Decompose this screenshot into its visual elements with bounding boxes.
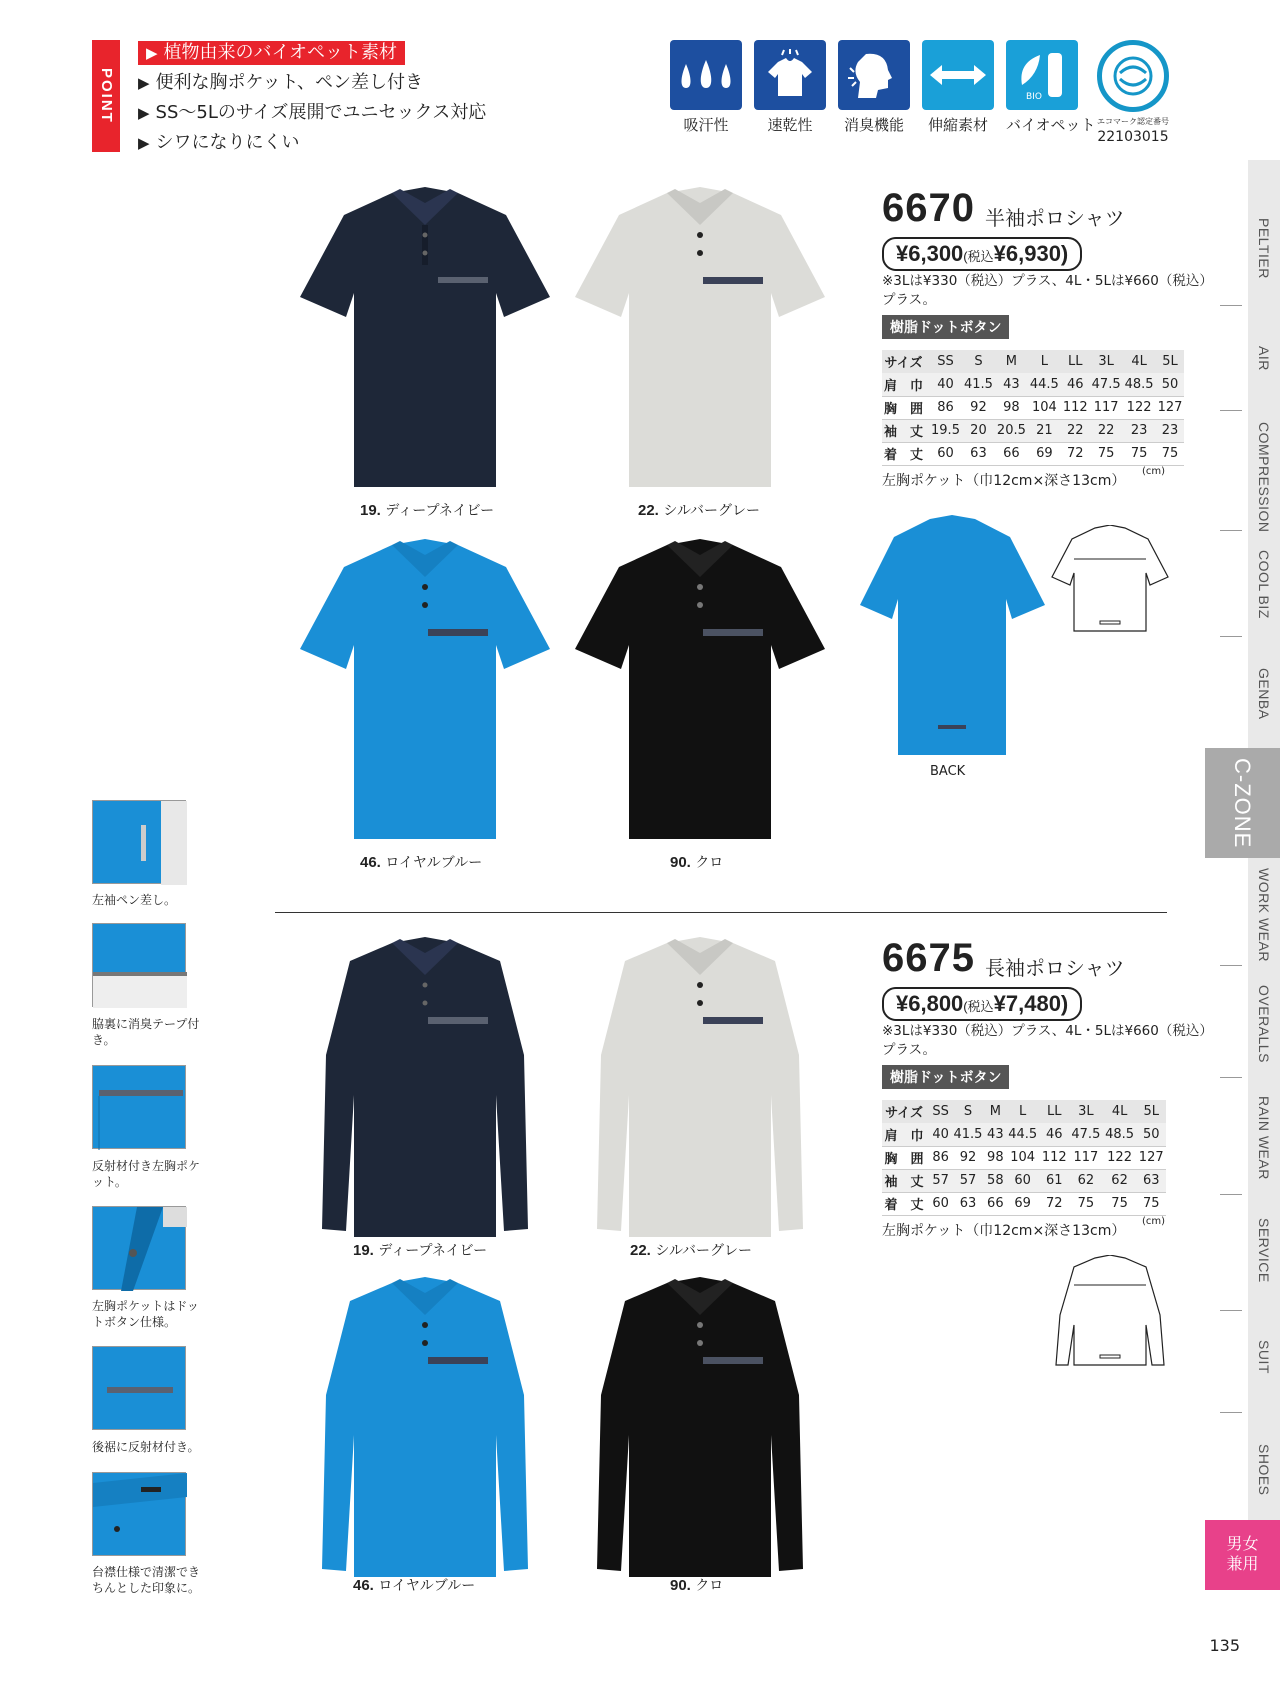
- size-row: [882, 419, 1184, 442]
- detail-reflective-pocket: [92, 1065, 186, 1149]
- unisex-badge: 男女 兼用: [1205, 1520, 1280, 1590]
- detail-caption: 左胸ポケットはドットボタン仕様。: [92, 1299, 199, 1329]
- size-cell: 23: [1156, 419, 1185, 442]
- size-cell: 92: [951, 1146, 985, 1169]
- shirt-6670-back: [860, 515, 1045, 760]
- size-cell: M: [985, 1100, 1006, 1123]
- size-cell: 19.5: [929, 419, 962, 442]
- size-cell: 117: [1069, 1146, 1103, 1169]
- shirt-6675-silver: [575, 935, 825, 1245]
- point-list: [138, 38, 486, 158]
- size-cell: 66: [995, 442, 1028, 465]
- detail-caption: 反射材付き左胸ポケット。: [92, 1159, 201, 1189]
- shirt-6675-royal-blue: [300, 1275, 550, 1585]
- side-tab-suit[interactable]: SUIT: [1256, 1340, 1272, 1374]
- size-row: [882, 350, 1184, 373]
- side-tab-work-wear[interactable]: WORK WEAR: [1256, 868, 1272, 962]
- size-cell: 60: [929, 442, 962, 465]
- shirt-6670-royal-blue: [300, 537, 550, 847]
- page-number: 135: [1209, 1636, 1240, 1655]
- size-cell: 63: [962, 442, 995, 465]
- variant-caption: 46. ロイヤルブルー: [353, 1577, 476, 1594]
- side-tab-genba[interactable]: GENBA: [1256, 668, 1272, 720]
- size-cell: 72: [1061, 442, 1090, 465]
- button-badge: 樹脂ドットボタン: [882, 1065, 1009, 1089]
- size-cell: 63: [951, 1192, 985, 1215]
- size-cell: 4L: [1103, 1100, 1137, 1123]
- size-cell: 22: [1061, 419, 1090, 442]
- size-cell: 58: [985, 1169, 1006, 1192]
- shirt-6675-black: [575, 1275, 825, 1585]
- size-cell: 127: [1156, 396, 1185, 419]
- size-row: [882, 1192, 1166, 1215]
- divider: [1220, 1194, 1242, 1195]
- divider: [1220, 1077, 1242, 1078]
- eco-mark: エコマーク認定番号 22103015: [1088, 40, 1178, 145]
- size-cell: 69: [1028, 442, 1061, 465]
- size-row-label: 袖 丈: [882, 1169, 930, 1192]
- variant-caption: 19. ディープネイビー: [353, 1242, 488, 1259]
- size-row-label: 袖 丈: [882, 419, 929, 442]
- size-cell: 117: [1090, 396, 1123, 419]
- unit-label: (cm): [1142, 466, 1166, 477]
- bio-pet-icon: [1006, 40, 1078, 110]
- size-cell: 41.5: [962, 373, 995, 396]
- size-cell: 41.5: [951, 1123, 985, 1146]
- feature-bio-pet: BIO バイオペット: [1006, 40, 1078, 135]
- size-row: [882, 1100, 1166, 1123]
- section-divider: [275, 912, 1167, 913]
- feature-quick-dry: 速乾性: [754, 40, 826, 135]
- point-tab: POINT: [92, 40, 120, 152]
- side-tab-compression[interactable]: COMPRESSION: [1256, 422, 1272, 533]
- shirt-6670-navy: [300, 185, 550, 495]
- size-cell: 60: [1006, 1169, 1040, 1192]
- size-row: [882, 1146, 1166, 1169]
- size-cell: 50: [1156, 373, 1185, 396]
- size-cell: 62: [1069, 1169, 1103, 1192]
- size-cell: 69: [1006, 1192, 1040, 1215]
- size-cell: 86: [929, 396, 962, 419]
- size-cell: 122: [1103, 1146, 1137, 1169]
- size-row: [882, 1123, 1166, 1146]
- size-cell: 5L: [1136, 1100, 1166, 1123]
- side-tab-service[interactable]: SERVICE: [1256, 1218, 1272, 1283]
- size-cell: 57: [951, 1169, 985, 1192]
- size-cell: 21: [1028, 419, 1061, 442]
- size-cell: 40: [930, 1123, 951, 1146]
- size-cell: 122: [1123, 396, 1156, 419]
- size-cell: 3L: [1069, 1100, 1103, 1123]
- detail-caption: 台襟仕様で清潔できちんとした印象に。: [92, 1565, 201, 1595]
- deodorant-icon: [838, 40, 910, 110]
- point-item: ▶ 便利な胸ポケット、ペン差し付き: [138, 72, 424, 93]
- price-note: ※3Lは¥330（税込）プラス、4L・5Lは¥660（税込）プラス。: [882, 273, 1207, 308]
- pocket-spec: 左胸ポケット（巾12cm×深さ13cm）: [882, 1223, 1126, 1239]
- side-tab-cool-biz[interactable]: COOL BIZ: [1256, 550, 1272, 619]
- size-cell: 50: [1136, 1123, 1166, 1146]
- size-cell: 40: [929, 373, 962, 396]
- variant-caption: 19. ディープネイビー: [360, 502, 495, 519]
- size-row: [882, 1169, 1166, 1192]
- detail-back-reflector: [92, 1346, 186, 1430]
- shirt-6670-silver: [575, 185, 825, 495]
- divider: [1220, 410, 1242, 411]
- size-row-label: サイズ: [882, 1100, 930, 1123]
- size-cell: 75: [1069, 1192, 1103, 1215]
- eco-mark-icon: [1097, 40, 1169, 112]
- pocket-spec: 左胸ポケット（巾12cm×深さ13cm）: [882, 473, 1126, 489]
- point-item: ▶ 植物由来のバイオペット素材: [138, 41, 405, 65]
- size-cell: 43: [995, 373, 1028, 396]
- size-cell: 75: [1136, 1192, 1166, 1215]
- size-cell: L: [1028, 350, 1061, 373]
- divider: [1220, 1310, 1242, 1311]
- detail-caption: 脇裏に消臭テープ付き。: [92, 1017, 200, 1047]
- side-tab-peltier[interactable]: PELTIER: [1256, 218, 1272, 279]
- size-cell: 63: [1136, 1169, 1166, 1192]
- size-cell: 44.5: [1006, 1123, 1040, 1146]
- size-cell: 75: [1123, 442, 1156, 465]
- size-cell: M: [995, 350, 1028, 373]
- size-cell: SS: [930, 1100, 951, 1123]
- size-cell: 92: [962, 396, 995, 419]
- button-badge: 樹脂ドットボタン: [882, 315, 1009, 339]
- size-cell: 62: [1103, 1169, 1137, 1192]
- size-cell: 112: [1061, 396, 1090, 419]
- size-cell: LL: [1040, 1100, 1069, 1123]
- size-row-label: 肩 巾: [882, 373, 929, 396]
- side-tab-overalls[interactable]: OVERALLS: [1256, 985, 1272, 1063]
- shirt-6675-navy: [300, 935, 550, 1245]
- size-cell: 47.5: [1069, 1123, 1103, 1146]
- size-row: [882, 373, 1184, 396]
- svg-text:BIO: BIO: [1026, 92, 1042, 102]
- size-cell: 57: [930, 1169, 951, 1192]
- detail-dot-button: [92, 1206, 186, 1290]
- size-cell: 75: [1156, 442, 1185, 465]
- size-table: [882, 1100, 1166, 1216]
- size-cell: 48.5: [1123, 373, 1156, 396]
- size-cell: 112: [1040, 1146, 1069, 1169]
- detail-caption: 左袖ペン差し。: [92, 893, 177, 907]
- side-tab-c-zone-active[interactable]: C-ZONE: [1205, 748, 1280, 858]
- size-row-label: 着 丈: [882, 442, 929, 465]
- product-name: 長袖ポロシャツ: [985, 956, 1125, 980]
- shirt-6670-black: [575, 537, 825, 847]
- back-label: BACK: [930, 764, 966, 779]
- size-cell: 47.5: [1090, 373, 1123, 396]
- sweat-drops-icon: [670, 40, 742, 110]
- feature-deodorant: 消臭機能: [838, 40, 910, 135]
- size-cell: SS: [929, 350, 962, 373]
- size-cell: 4L: [1123, 350, 1156, 373]
- size-cell: 44.5: [1028, 373, 1061, 396]
- divider: [1220, 965, 1242, 966]
- divider: [1220, 530, 1242, 531]
- divider: [1220, 305, 1242, 306]
- size-table: [882, 350, 1184, 466]
- size-row-label: 胸 囲: [882, 396, 929, 419]
- variant-caption: 90. クロ: [670, 854, 724, 871]
- size-row: [882, 442, 1184, 465]
- side-tab-shoes[interactable]: SHOES: [1256, 1444, 1272, 1496]
- feature-stretch: 伸縮素材: [922, 40, 994, 135]
- detail-deodorant-tape: [92, 923, 186, 1007]
- size-cell: 104: [1028, 396, 1061, 419]
- point-item: ▶ SS〜5Lのサイズ展開でユニセックス対応: [138, 102, 487, 123]
- size-cell: 75: [1103, 1192, 1137, 1215]
- variant-caption: 46. ロイヤルブルー: [360, 854, 483, 871]
- size-cell: 46: [1061, 373, 1090, 396]
- shirt-6675-back-line-drawing: [1050, 1255, 1170, 1370]
- detail-band-collar: [92, 1472, 186, 1556]
- size-cell: 127: [1136, 1146, 1166, 1169]
- product-name: 半袖ポロシャツ: [985, 206, 1125, 230]
- price-box: ¥6,300(税込¥6,930): [882, 237, 1082, 271]
- size-cell: 20.5: [995, 419, 1028, 442]
- size-cell: 48.5: [1103, 1123, 1137, 1146]
- size-cell: 22: [1090, 419, 1123, 442]
- size-cell: 5L: [1156, 350, 1185, 373]
- detail-caption: 後裾に反射材付き。: [92, 1440, 200, 1454]
- variant-caption: 22. シルバーグレー: [638, 502, 760, 519]
- size-cell: 72: [1040, 1192, 1069, 1215]
- size-row-label: 着 丈: [882, 1192, 930, 1215]
- side-tab-air[interactable]: AIR: [1256, 346, 1272, 371]
- unit-label: (cm): [1142, 1216, 1166, 1227]
- detail-pen-pocket: [92, 800, 186, 884]
- size-row-label: 肩 巾: [882, 1123, 930, 1146]
- divider: [1220, 1412, 1242, 1413]
- side-tab-rain-wear[interactable]: RAIN WEAR: [1256, 1096, 1272, 1180]
- quick-dry-shirt-icon: [754, 40, 826, 110]
- feature-sweat: 吸汗性: [670, 40, 742, 135]
- size-cell: 98: [985, 1146, 1006, 1169]
- size-cell: 66: [985, 1192, 1006, 1215]
- product-code: 6675: [882, 936, 975, 980]
- size-cell: LL: [1061, 350, 1090, 373]
- size-cell: S: [962, 350, 995, 373]
- size-row-label: 胸 囲: [882, 1146, 930, 1169]
- point-item: ▶ シワになりにくい: [138, 132, 300, 153]
- size-cell: 23: [1123, 419, 1156, 442]
- divider: [1220, 636, 1242, 637]
- size-cell: 61: [1040, 1169, 1069, 1192]
- size-cell: 60: [930, 1192, 951, 1215]
- price-note: ※3Lは¥330（税込）プラス、4L・5Lは¥660（税込）プラス。: [882, 1023, 1207, 1058]
- size-row-label: サイズ: [882, 350, 929, 373]
- price-box: ¥6,800(税込¥7,480): [882, 987, 1082, 1021]
- size-cell: 104: [1006, 1146, 1040, 1169]
- size-cell: 46: [1040, 1123, 1069, 1146]
- variant-caption: 90. クロ: [670, 1577, 724, 1594]
- size-cell: L: [1006, 1100, 1040, 1123]
- size-row: [882, 396, 1184, 419]
- size-cell: 98: [995, 396, 1028, 419]
- product-code: 6670: [882, 186, 975, 230]
- shirt-6670-back-line-drawing: [1050, 525, 1170, 635]
- stretch-arrows-icon: [922, 40, 994, 110]
- size-cell: 75: [1090, 442, 1123, 465]
- variant-caption: 22. シルバーグレー: [630, 1242, 752, 1259]
- size-cell: 20: [962, 419, 995, 442]
- size-cell: 3L: [1090, 350, 1123, 373]
- size-cell: 86: [930, 1146, 951, 1169]
- size-cell: S: [951, 1100, 985, 1123]
- size-cell: 43: [985, 1123, 1006, 1146]
